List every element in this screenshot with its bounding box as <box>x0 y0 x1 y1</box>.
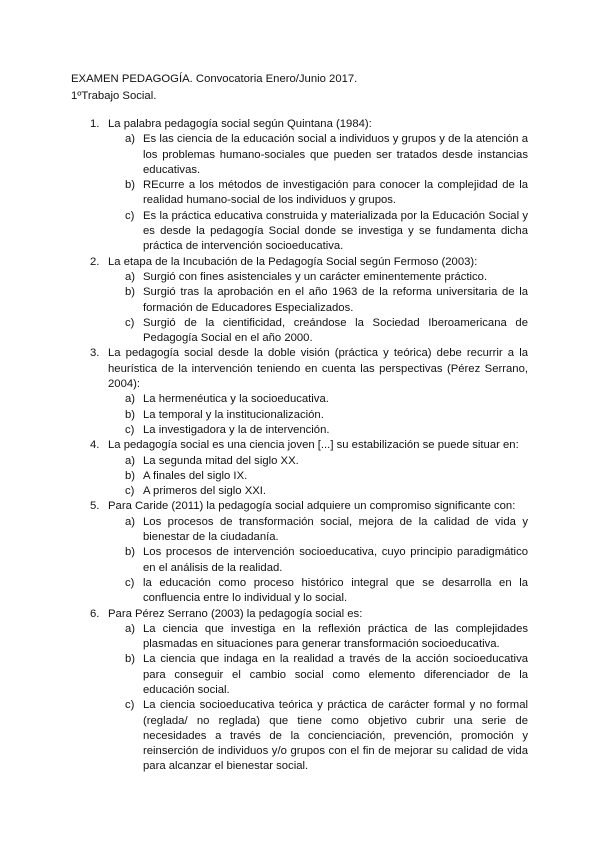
option-letter: a) <box>125 622 136 635</box>
question-item <box>90 499 528 606</box>
option-text: Surgió con fines asistenciales y un carácter eminentemente práctico. <box>143 270 488 283</box>
option-letter: c) <box>125 699 135 712</box>
question-text: Para Caride (2011) la pedagogía social adquiere un compromiso significante con: <box>108 500 516 513</box>
option-text: Los procesos de intervención socioeducativa, cuyo principio paradigmático en el análisis de la realidad. <box>143 546 528 574</box>
option-letter: c) <box>125 423 135 436</box>
question-item <box>90 117 528 255</box>
question-item <box>90 438 528 499</box>
option-text: La hermenéutica y la socioeducativa. <box>143 393 329 406</box>
question-item <box>90 607 528 775</box>
option-letter: b) <box>125 179 136 192</box>
option-letter: a) <box>125 515 136 528</box>
option-text: la educación como proceso histórico integral que se desarrolla en la confluencia entre lo individual y lo social. <box>143 576 528 605</box>
option-item <box>108 423 528 438</box>
option-text: Surgió tras la aprobación en el año 1963 de la reforma universitaria de la formación de Educadores Especializados. <box>143 286 528 314</box>
option-text: Es la práctica educativa construida y materializada por la Educación Social y es desde la pedagogía Social donde se investiga y se fundamenta dicha práctica de intervención socioeducativa. <box>143 209 528 253</box>
option-letter: c) <box>125 316 135 329</box>
question-number: 6. <box>90 607 100 620</box>
option-item <box>108 515 528 546</box>
option-letter: b) <box>125 286 136 299</box>
question-number: 5. <box>90 500 100 513</box>
option-list <box>108 132 528 254</box>
question-number: 2. <box>90 255 100 268</box>
option-list <box>108 270 528 346</box>
option-item <box>108 316 528 347</box>
exam-title: EXAMEN PEDAGOGÍA. Convocatoria Enero/Junio 2017. <box>71 73 358 85</box>
option-text: REcurre a los métodos de investigación para conocer la complejidad de la realidad humano-social de los individuos y grupos. <box>143 179 528 207</box>
option-letter: c) <box>125 576 135 589</box>
option-letter: b) <box>125 408 136 421</box>
option-item <box>108 484 528 499</box>
option-text: A primeros del siglo XXI. <box>143 485 267 498</box>
option-text: La ciencia que investiga en la reflexión práctica de las complejidades plasmadas en situaciones para generar transformación socioeducativa. <box>143 622 528 651</box>
option-letter: c) <box>125 209 135 222</box>
option-list <box>108 515 528 607</box>
option-text: La ciencia que indaga en la realidad a través de la acción socioeducativa para conseguir el cambio social como elemento diferenciador de la educación social. <box>143 653 528 696</box>
option-item <box>108 270 528 285</box>
question-number: 4. <box>90 439 100 452</box>
option-letter: a) <box>125 133 136 146</box>
option-item <box>108 469 528 484</box>
option-item <box>108 698 528 774</box>
question-number: 1. <box>90 118 100 130</box>
option-text: Surgió de la cientificidad, creándose la Sociedad Iberoamericana de Pedagogía Social en el año 2000. <box>143 316 528 345</box>
option-letter: b) <box>125 653 136 666</box>
question-text: La palabra pedagogía social según Quintana (1984): <box>108 118 372 130</box>
option-list <box>108 622 528 775</box>
option-text: La investigadora y la de intervención. <box>143 423 330 436</box>
question-text: La pedagogía social es una ciencia joven [...] su estabilización se puede situar en: <box>108 439 519 452</box>
option-letter: c) <box>125 485 135 498</box>
question-item <box>90 255 528 347</box>
option-item <box>108 285 528 316</box>
option-text: La ciencia socioeducativa teórica y práctica de carácter formal y no formal (reglada/ no reglada) que tiene como objetivo cubrir una serie de necesidades a través de la concienciación, prevención, promoción y reinserción de individuos y/o grupos con el fin de mejorar su calidad de vida para alcanzar el bienestar social. <box>143 699 528 773</box>
option-letter: a) <box>125 393 136 406</box>
question-text: La pedagogía social desde la doble visión (práctica y teórica) debe recurrir a la heurística de la intervención teniendo en cuenta las perspectivas (Pérez Serrano, 2004): <box>108 347 528 391</box>
option-item <box>108 209 528 255</box>
option-list <box>108 454 528 500</box>
option-text: La temporal y la institucionalización. <box>143 408 324 421</box>
option-text: Es las ciencia de la educación social a individuos y grupos y de la atención a los problemas humano-sociales que pueden ser tratados desde instancias educativas. <box>143 133 528 176</box>
option-item <box>108 622 528 653</box>
option-item <box>108 576 528 607</box>
option-letter: b) <box>125 546 136 559</box>
exam-subtitle: 1ºTrabajo Social. <box>71 90 157 102</box>
exam-header <box>71 71 357 105</box>
option-item <box>108 392 528 407</box>
question-list <box>90 117 528 775</box>
option-text: La segunda mitad del siglo XX. <box>143 454 299 467</box>
option-list <box>108 392 528 438</box>
question-number: 3. <box>90 347 100 360</box>
question-text: Para Pérez Serrano (2003) la pedagogía social es: <box>108 607 363 620</box>
option-letter: b) <box>125 469 136 482</box>
option-item <box>108 545 528 576</box>
option-item <box>108 454 528 469</box>
option-letter: a) <box>125 454 136 467</box>
option-text: Los procesos de transformación social, mejora de la calidad de vida y bienestar de la ciudadanía. <box>143 515 528 544</box>
option-letter: a) <box>125 270 136 283</box>
question-text: La etapa de la Incubación de la Pedagogía Social según Fermoso (2003): <box>108 255 478 268</box>
option-item <box>108 652 528 698</box>
option-item <box>108 132 528 178</box>
option-text: A finales del siglo IX. <box>143 469 248 482</box>
question-item <box>90 346 528 438</box>
option-item <box>108 178 528 209</box>
option-item <box>108 408 528 423</box>
